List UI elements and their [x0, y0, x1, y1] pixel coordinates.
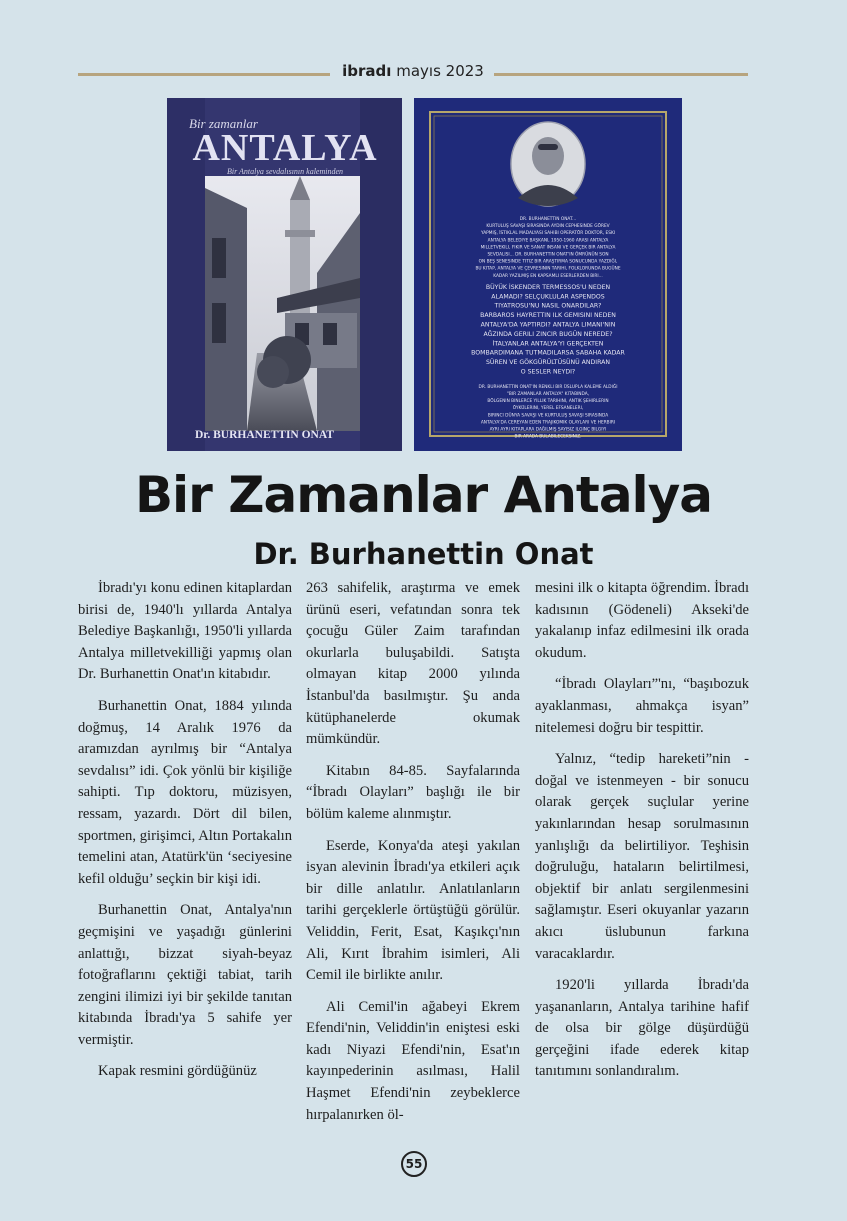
back-cover-line: ANTALYA'DA CEREYAN EDEN TRAJIKOMIK OLAYLARI VE HERBIRI [480, 420, 616, 426]
back-cover-line: KADAR YAZILMIŞ EN KAPSAMLI ESERLERDEN BIRI... [493, 273, 603, 279]
paragraph: Yalnız, “tedip hareketi”nin - doğal ve istenmeyen - bir sonucu olarak gerçek suçlular yerine yakınlarından hesap sorulmasının yanlışlığı da belirtiliyor. Teşhisin doğruluğu, hataların belirtilmesi, objektif bir anlatı sergilenmesini sağlamıştır. Eseri okuyanlar yazarın akıcı üslubunun farkına varacaklardır. [535, 751, 749, 962]
paragraph: Kitabın 84-85. Sayfalarında “İbradı Olayları” başlığı ile bir bölüm kaleme alınmıştır. [306, 762, 520, 822]
paragraph: “İbradı Olayları”'nı, “başıbozuk ayaklanması, ahmakça isyan” nitelemesi doğru bir tespittir. [535, 676, 749, 736]
back-cover-line: ÖYKÜLERINI, YEREL EFSANELERI, [512, 406, 584, 412]
front-cover-art [167, 98, 402, 451]
paragraph: 1920'li yıllarda İbradı'da yaşananların, Antalya tarihine hafif de olsa bir gölge düşürdüğü gerçeğini ifade ederek kitap tanıtımını sonlandıralım. [535, 977, 749, 1080]
magazine-name: ibradı [342, 62, 392, 80]
paragraph: Kapak resmini gördüğünüz [98, 1063, 257, 1080]
back-cover-line: MILLETVEKILI, FIKIR VE SANAT INSANI VE GERÇEK BIR ANTALYA [480, 245, 616, 251]
front-cover-title: ANTALYA [192, 127, 378, 169]
page-header [78, 62, 748, 86]
issue-date: mayıs 2023 [396, 62, 484, 80]
book-front-cover [167, 98, 402, 451]
paragraph: mesini ilk o kitapta öğrendim. İbradı kadısının (Gödeneli) Akseki'de yakalanıp infaz edilmesini ilk orada okudum. [535, 580, 749, 661]
back-cover-line: KURTULUŞ SAVAŞI SIRASINDA AYDIN CEPHESINDE GÖREV [486, 224, 610, 230]
back-cover-line: BÜYÜK İSKENDER TERMESSOS'U NEDEN [485, 283, 611, 291]
article-subtitle: Dr. Burhanettin Onat [253, 537, 594, 571]
back-cover-line: TIYATROSU'NU NASIL ONARDILAR? [494, 302, 602, 310]
back-cover-line: BIRINCI DÜNYA SAVAŞI VE KURTULUŞ SAVAŞI SIRASINDA [487, 413, 609, 419]
header-label [340, 62, 486, 80]
back-cover-line: DR. BURHANETTIN ONAT... [519, 217, 577, 222]
front-cover-tagline: Bir Antalya sevdalısının kaleminden [226, 167, 344, 176]
back-cover-line: AĞZINDA GERILI ZINCIR BUGÜN NEREDE? [483, 330, 613, 338]
back-cover-line: ANTALYA'DA YAPTIRDI? ANTALYA LIMANI'NIN [480, 321, 616, 329]
text-column-1 [78, 578, 292, 1093]
back-cover-line: BARBAROS HAYRETTIN ILK GEMISINI NEDEN [480, 312, 616, 320]
back-cover-line: SÜREN VE GÖKGÜRÜLTÜSÜNÜ ANDIRAN [485, 359, 611, 367]
article-title: Bir Zamanlar Antalya [134, 466, 713, 524]
paragraph: 263 sahifelik, araştırma ve emek ürünü eseri, vefatından sonra tek çocuğu Güler Zaim tarafından okurlarla buluşabildi. Satışta olmayan kitap 2000 yılında İstanbul'da basılmıştır. Şu anda kütüphanelerde okumak mümkündür. [306, 580, 520, 748]
text-column-3 [535, 578, 749, 1093]
back-cover-line: İTALYANLAR ANTALYA'YI GERÇEKTEN [492, 340, 604, 348]
book-back-cover [414, 98, 682, 451]
paragraph: Ali Cemil'in ağabeyi Ekrem Efendi'nin, Veliddin'in eniştesi eski kadı Niyazi Efendi'nin, Esat'ın kayınpederinin asılması, Halil Haşmet Efendi'nin zeybeklerce hırpalanırken öl- [306, 998, 520, 1123]
front-cover-author: Dr. BURHANETTIN ONAT [195, 429, 334, 441]
back-cover-line: AYRI AYRI KITAPLARA DAĞILMIŞ SAYISIZ ILGINÇ BILGIYI [489, 427, 607, 433]
back-cover-line: ON BEŞ SENESINDE TITIZ BIR ARAŞTIRMA SONUCUNDA YAZDIĞI, [478, 259, 618, 265]
back-cover-line: SEVDALISI... DR. BURHANETTIN ONAT'IN ÖMRÜNÜN SON [487, 252, 609, 258]
back-cover-line: ANTALYA BELEDIYE BAŞKANI, 1950-1960 ARASI ANTALYA [487, 238, 609, 244]
header-rule-right [494, 73, 748, 76]
paragraph: Burhanettin Onat, 1884 yılında doğmuş, 14 Aralık 1976 da aramızdan ayrılmış bir “Antalya sevdalısı” idi. Çok yönlü bir kişiliğe sahipti. Tıp doktoru, müzisyen, ressam, yazardı. Dört dil bilen, sportmen, girişimci, Altın Portakalın temelini atan, Atatürk'ün ‘seciyesine kefil olduğu’ seçkin bir kişi idi. [78, 697, 292, 887]
paragraph: Eserde, Konya'da ateşi yakılan isyan alevinin İbradı'ya etkileri açık bir dille anlatılır. Anlatılanların tarihi gerçeklerle örtüştüğü görülür. Veliddin, Ferit, Esat, Kaşıkçı'nın Ali, Kırıt İbrahim isimleri, Ali Cemil ile birlikte anılır. [306, 837, 520, 984]
paragraph: İbradı'yı konu edinen kitaplardan birisi de, 1940'lı yıllarda Antalya Belediye Başkanlığı, 1950'li yıllarda Antalya milletvekilliği yapmış olan Dr. Burhanettin Onat'ın kitabıdır. [78, 580, 292, 683]
header-rule-left [78, 73, 330, 76]
back-cover-line: O SESLER NEYDI? [520, 368, 576, 376]
back-cover-art [414, 98, 682, 451]
back-cover-line: BOMBARDIMANA TUTMADILARSA SABAHA KADAR [471, 349, 625, 357]
front-cover-pretitle: Bir zamanlar [189, 116, 258, 131]
back-cover-line: "BIR ZAMANLAR ANTALYA" KITABINDA, [506, 392, 590, 397]
back-cover-line: BIR ARADA BULABILECEKSINIZ. [514, 434, 582, 440]
back-cover-line: YAPMIŞ, İSTIKLAL MADALYASI SAHIBI OPERATÖR DOKTOR, ESKI [480, 231, 616, 237]
back-cover-line: BÖLGENIN BINLERCE YILLIK TARIHINI, ANTIK ŞEHIRLERIN [487, 399, 609, 405]
back-cover-line: ALAMADI? SELÇUKLULAR ASPENDOS [491, 293, 605, 301]
text-column-2 [306, 578, 520, 1136]
back-cover-line: BU KITAP, ANTALYA VE ÇEVRESININ TARIHI, FOLKLORUNDA BUGÜNE [475, 266, 621, 272]
page-number: 55 [401, 1151, 427, 1177]
back-cover-line: DR. BURHANETTIN ONAT'IN RENKLI BIR ÜSLUPLA KALEME ALDIĞI [478, 384, 618, 390]
paragraph: Burhanettin Onat, Antalya'nın geçmişini ve yaşadığı günlerini anlattığı, bizzat siyah-beyaz fotoğraflarını çektiği tabiat, tarih zengini ilimizi iyi bir şekilde tanıtan kitabında İbradı'ya 5 sahife yer vermiştir. [78, 902, 292, 1048]
